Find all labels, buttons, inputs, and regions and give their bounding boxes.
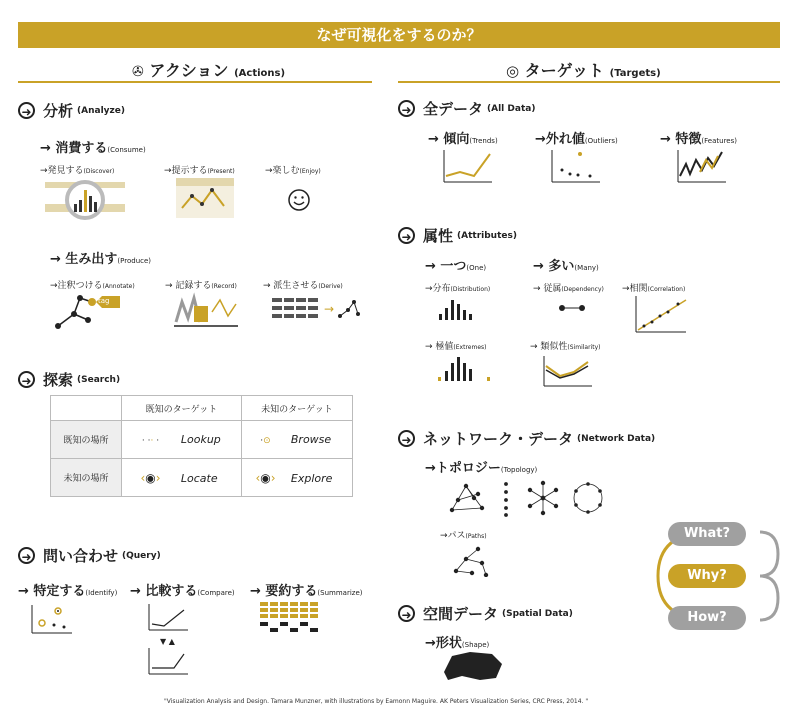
paths-en: (Paths) xyxy=(465,533,487,540)
trends-title: → 傾向 xyxy=(428,132,470,147)
present-chart-icon xyxy=(176,178,234,218)
analyze-en: (Analyze) xyxy=(77,105,125,116)
consume-label xyxy=(40,137,146,156)
topology-icons xyxy=(448,480,618,518)
alldata-title: 全データ xyxy=(423,100,484,118)
trends-en: (Trends) xyxy=(469,137,498,145)
similarity-label xyxy=(530,339,600,352)
outliers-en: (Outliers) xyxy=(584,137,618,145)
locate-label: Locate xyxy=(180,471,218,485)
arrow-circle-icon: ➜ xyxy=(398,100,415,117)
paths-icon xyxy=(452,545,492,577)
explore-cell xyxy=(242,459,353,497)
dependency-label xyxy=(533,281,604,294)
targets-heading xyxy=(506,58,661,81)
actions-rule xyxy=(18,81,372,83)
explore-icon: ‹◉› xyxy=(255,470,276,485)
many-en: (Many) xyxy=(574,264,599,272)
analyze-title: 分析 xyxy=(43,102,74,120)
one-label xyxy=(425,255,486,274)
actions-heading xyxy=(132,58,285,81)
compare-title: → 比較する xyxy=(130,584,198,599)
svg-text:▼ ▲: ▼ ▲ xyxy=(160,637,175,646)
record-en: (Record) xyxy=(211,283,237,290)
derive-label xyxy=(263,278,343,291)
identify-en: (Identify) xyxy=(85,589,118,597)
table-col-known: 既知のターゲット xyxy=(122,396,242,421)
many-label xyxy=(533,255,599,274)
targets-heading-ja: ターゲット xyxy=(524,61,605,80)
one-en: (One) xyxy=(466,264,487,272)
lookup-label: Lookup xyxy=(180,433,221,446)
search-heading xyxy=(18,369,120,390)
alldata-heading xyxy=(398,98,535,119)
derive-title: → 派生させる xyxy=(263,281,319,291)
search-title: 探索 xyxy=(43,371,74,389)
outliers-title: →外れ値 xyxy=(535,132,585,147)
produce-label xyxy=(50,248,151,267)
browse-label: Browse xyxy=(290,433,332,446)
what-pill: What? xyxy=(668,522,746,546)
browse-cell xyxy=(242,421,353,459)
record-label xyxy=(165,278,237,291)
summarize-label xyxy=(250,580,363,599)
target-icon: ◎ xyxy=(506,62,520,80)
dependency-en: (Dependency) xyxy=(561,286,604,293)
extremes-icon xyxy=(435,355,495,383)
features-label xyxy=(660,128,737,147)
summarize-title: → 要約する xyxy=(250,584,318,599)
attributes-title: 属性 xyxy=(423,227,454,245)
dependency-icon xyxy=(558,302,588,314)
query-title: 問い合わせ xyxy=(43,547,119,565)
topology-label xyxy=(425,457,537,476)
compare-icon xyxy=(146,602,191,676)
paths-label xyxy=(440,528,487,541)
summarize-en: (Summarize) xyxy=(317,589,363,597)
discover-en: (Discover) xyxy=(83,168,115,175)
attributes-en: (Attributes) xyxy=(457,230,517,241)
query-heading xyxy=(18,545,161,566)
outliers-chart-icon xyxy=(550,148,602,184)
targets-heading-en: (Targets) xyxy=(609,68,661,79)
search-en: (Search) xyxy=(77,374,121,385)
record-icon xyxy=(172,292,242,332)
search-table xyxy=(50,395,353,497)
lookup-cell xyxy=(122,421,242,459)
table-row-known: 既知の場所 xyxy=(51,421,122,459)
alldata-en: (All Data) xyxy=(487,103,536,114)
pointer-icon: ✇ xyxy=(132,64,144,80)
spatial-heading xyxy=(398,603,573,624)
annotate-graph-icon xyxy=(52,290,122,332)
correlation-title: →相関 xyxy=(622,284,648,294)
correlation-icon xyxy=(634,294,688,334)
network-heading xyxy=(398,428,655,449)
how-pill: How? xyxy=(668,606,746,630)
lookup-dots-icon: · ·· · xyxy=(141,436,160,446)
credit-line: "Visualization Analysis and Design. Tamara Munzner, with illustrations by Eamonn Maguire. AK Peters Visualization Series, CRC Press, 2014. " xyxy=(164,698,589,705)
discover-magnifier-icon xyxy=(45,178,125,223)
arrow-circle-icon: ➜ xyxy=(398,605,415,622)
dependency-title: → 従属 xyxy=(533,284,562,294)
trends-chart-icon xyxy=(442,148,494,184)
shape-label xyxy=(425,632,489,651)
derive-icon xyxy=(272,296,362,326)
shape-title: →形状 xyxy=(425,636,462,651)
enjoy-en: (Enjoy) xyxy=(299,168,321,175)
actions-heading-ja: アクション xyxy=(149,61,229,80)
trends-label xyxy=(428,128,498,147)
present-en: (Present) xyxy=(207,168,235,175)
similarity-title: → 類似性 xyxy=(530,342,568,352)
annotate-en: (Annotate) xyxy=(102,283,135,290)
distribution-en: (Distribution) xyxy=(450,286,491,293)
compare-label xyxy=(130,580,235,599)
table-col-unknown: 未知のターゲット xyxy=(242,396,353,421)
actions-heading-en: (Actions) xyxy=(234,68,286,79)
features-en: (Features) xyxy=(701,137,737,145)
smiley-icon xyxy=(287,188,311,212)
extremes-en: (Extremes) xyxy=(453,344,487,351)
explore-label: Explore xyxy=(290,471,333,485)
features-title: → 特徴 xyxy=(660,132,702,147)
consume-title: → 消費する xyxy=(40,141,108,156)
correlation-en: (Correlation) xyxy=(647,286,686,293)
record-title: → 記録する xyxy=(165,281,212,291)
present-label xyxy=(164,163,235,176)
one-title: → 一つ xyxy=(425,259,467,274)
targets-rule xyxy=(398,81,780,83)
tag-label: tag xyxy=(98,297,110,305)
network-en: (Network Data) xyxy=(577,433,656,444)
arrow-circle-icon: ➜ xyxy=(18,102,35,119)
summarize-grid-icon xyxy=(260,602,330,634)
extremes-label xyxy=(425,339,486,352)
network-title: ネットワーク・データ xyxy=(423,430,574,448)
discover-title: →発見する xyxy=(40,166,84,176)
produce-title: → 生み出す xyxy=(50,252,118,267)
arrow-circle-icon: ➜ xyxy=(398,227,415,244)
locate-icon: ‹◉› xyxy=(140,470,161,485)
identify-title: → 特定する xyxy=(18,584,86,599)
topology-title: →トポロジー xyxy=(425,461,501,476)
annotate-title: →注釈つける xyxy=(50,281,103,291)
analyze-heading xyxy=(18,100,125,121)
spatial-title: 空間データ xyxy=(423,605,499,623)
browse-icon: ·⊙ xyxy=(260,436,271,446)
produce-en: (Produce) xyxy=(117,257,152,265)
discover-label xyxy=(40,163,114,176)
table-row-unknown: 未知の場所 xyxy=(51,459,122,497)
distribution-title: →分布 xyxy=(425,284,451,294)
features-chart-icon xyxy=(676,148,728,184)
outliers-label xyxy=(535,128,618,147)
identify-icon xyxy=(30,603,75,635)
extremes-title: → 極値 xyxy=(425,342,454,352)
compare-en: (Compare) xyxy=(197,589,235,597)
spatial-en: (Spatial Data) xyxy=(502,608,573,619)
present-title: →提示する xyxy=(164,166,208,176)
arrow-circle-icon: ➜ xyxy=(18,371,35,388)
identify-label xyxy=(18,580,117,599)
similarity-en: (Similarity) xyxy=(567,344,601,351)
arrow-circle-icon: ➜ xyxy=(18,547,35,564)
shape-en: (Shape) xyxy=(461,641,490,649)
shape-blob-icon xyxy=(440,650,506,682)
enjoy-title: →楽しむ xyxy=(265,166,300,176)
enjoy-label xyxy=(265,163,321,176)
distribution-label xyxy=(425,281,490,294)
correlation-label xyxy=(622,281,685,294)
query-en: (Query) xyxy=(122,550,161,561)
locate-cell xyxy=(122,459,242,497)
svg-text:→: → xyxy=(324,302,335,316)
consume-en: (Consume) xyxy=(107,146,146,154)
arrow-circle-icon: ➜ xyxy=(398,430,415,447)
paths-title: →パス xyxy=(440,531,466,541)
table-corner xyxy=(51,396,122,421)
page-banner: なぜ可視化をするのか？ xyxy=(18,22,780,48)
many-title: → 多い xyxy=(533,259,575,274)
why-pill: Why? xyxy=(668,564,746,588)
distribution-icon xyxy=(437,296,487,322)
attributes-heading xyxy=(398,225,517,246)
topology-en: (Topology) xyxy=(500,466,538,474)
derive-en: (Derive) xyxy=(318,283,343,290)
similarity-icon xyxy=(542,354,594,388)
